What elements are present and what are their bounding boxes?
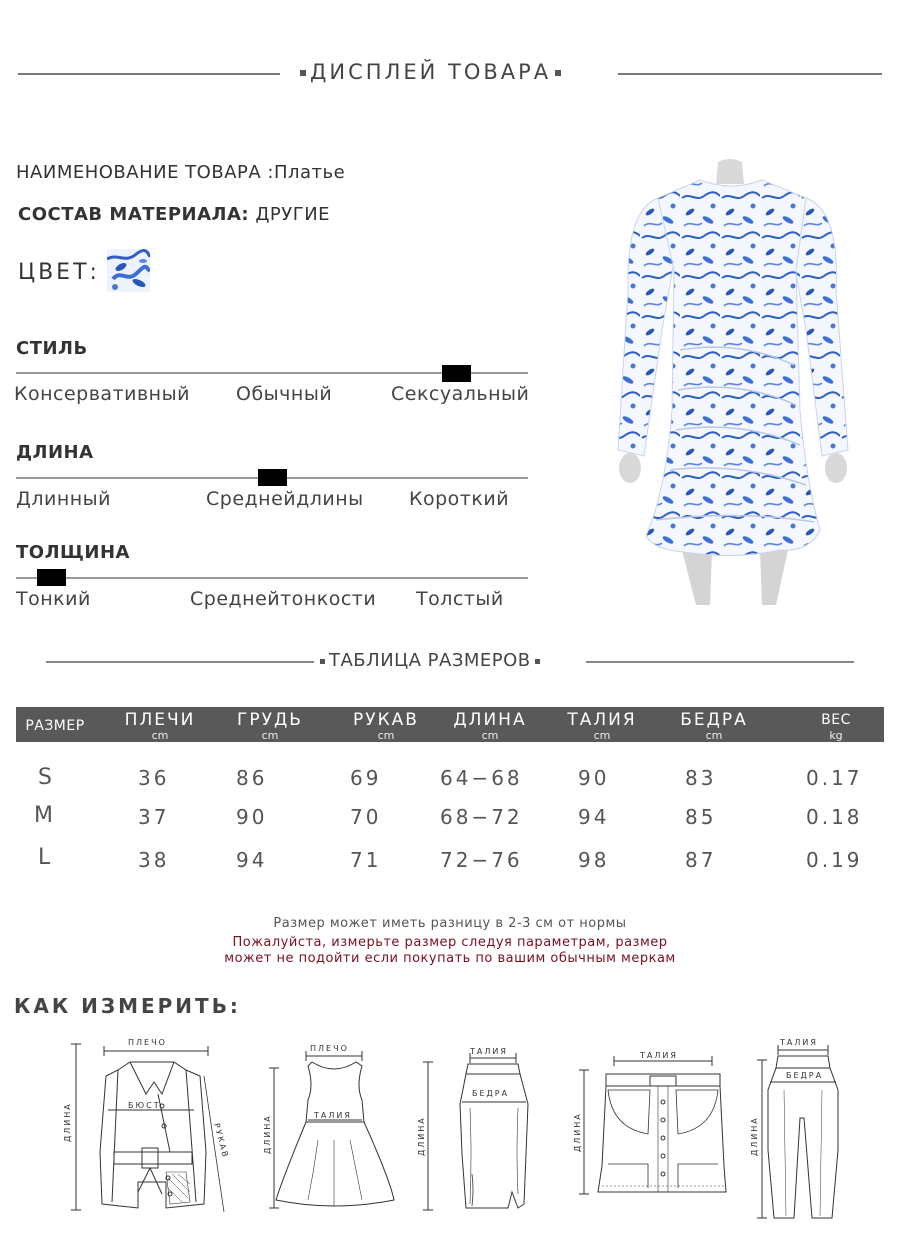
col-size: РАЗМЕР	[25, 718, 85, 734]
row-l-size: L	[38, 845, 54, 870]
jacket-bust-label: БЮСТ	[128, 1101, 161, 1110]
row-l-waist: 98	[578, 848, 610, 872]
header-rule-right	[618, 73, 882, 75]
row-s-hips: 83	[685, 766, 717, 790]
row-l-length: 72−76	[440, 848, 523, 872]
scale-thickness-label-3: Толстый	[416, 588, 504, 610]
product-material: СОСТАВ МАТЕРИАЛА: ДРУГИЕ	[18, 204, 331, 225]
sizechart-rule-right	[586, 661, 854, 663]
col-waist: ТАЛИЯ cm	[567, 710, 637, 742]
row-m-size: M	[34, 803, 56, 828]
row-s-shoulders: 36	[138, 766, 170, 790]
col-hips: БЕДРА cm	[680, 710, 748, 742]
row-m-hips: 85	[685, 805, 717, 829]
sizechart-title: ТАБЛИЦА РАЗМЕРОВ	[316, 650, 544, 671]
jacket-sleeve-label: РУКАВ	[212, 1122, 231, 1160]
row-m-sleeve: 70	[350, 805, 382, 829]
row-m-chest: 90	[236, 805, 268, 829]
row-l-hips: 87	[685, 848, 717, 872]
pants-waist-label: ТАЛИЯ	[780, 1038, 818, 1047]
row-s-sleeve: 69	[350, 766, 382, 790]
row-s-size: S	[38, 765, 55, 790]
dress-waist-label: ТАЛИЯ	[314, 1111, 352, 1120]
scale-thickness-marker	[37, 569, 66, 586]
scale-style-label-2: Обычный	[236, 383, 333, 405]
col-chest: ГРУДЬ cm	[237, 710, 303, 742]
jacket-length-label: ДЛИНА	[63, 1102, 72, 1142]
shorts-length-label: ДЛИНА	[573, 1112, 582, 1152]
product-photo	[600, 150, 880, 610]
scale-length-title: ДЛИНА	[16, 442, 94, 463]
shorts-waist-label: ТАЛИЯ	[640, 1051, 678, 1060]
scale-style-title: СТИЛЬ	[16, 338, 88, 359]
scale-style-marker	[442, 365, 471, 382]
row-m-weight: 0.18	[806, 805, 863, 829]
dress-diagram	[258, 1040, 404, 1220]
measure-warning-2: может не подойти если покупать по вашим обычным меркам	[224, 951, 676, 966]
how-to-measure-title: КАК ИЗМЕРИТЬ:	[14, 994, 241, 1018]
scale-length-label-1: Длинный	[16, 488, 112, 510]
dress-length-label: ДЛИНА	[263, 1114, 272, 1154]
scale-length-label-3: Короткий	[409, 488, 510, 510]
header-rule-left	[18, 73, 280, 75]
jacket-shoulder-label: ПЛЕЧО	[128, 1038, 167, 1047]
row-l-sleeve: 71	[350, 848, 382, 872]
row-m-shoulders: 37	[138, 805, 170, 829]
dress-shoulder-label: ПЛЕЧО	[310, 1044, 349, 1053]
row-s-weight: 0.17	[806, 766, 863, 790]
product-name: НАИМЕНОВАНИЕ ТОВАРА :Платье	[16, 162, 346, 183]
col-weight: ВЕС kg	[821, 712, 851, 742]
row-s-length: 64−68	[440, 766, 523, 790]
row-m-waist: 94	[578, 805, 610, 829]
skirt-length-label: ДЛИНА	[417, 1116, 426, 1156]
dress-image	[600, 150, 880, 610]
scale-style-label-3: Сексуальный	[391, 383, 530, 405]
measure-warning-1: Пожалуйста, измерьте размер следуя параметрам, размер	[232, 935, 668, 950]
pants-length-label: ДЛИНА	[750, 1116, 759, 1156]
skirt-diagram	[412, 1044, 542, 1224]
skirt-waist-label: ТАЛИЯ	[470, 1047, 508, 1056]
pants-diagram	[748, 1030, 868, 1224]
col-shoulders: ПЛЕЧИ cm	[124, 710, 196, 742]
scale-style-label-1: Консервативный	[14, 383, 190, 405]
jacket-diagram	[58, 1032, 248, 1222]
scale-length-label-2: Среднейдлины	[206, 488, 364, 510]
row-l-weight: 0.19	[806, 848, 863, 872]
row-s-chest: 86	[236, 766, 268, 790]
skirt-hips-label: БЕДРА	[472, 1089, 510, 1098]
scale-thickness-title: ТОЛЩИНА	[16, 542, 130, 563]
row-m-length: 68−72	[440, 805, 523, 829]
swatch-pattern-icon	[107, 249, 150, 292]
scale-length-marker	[258, 469, 287, 486]
size-table-header	[16, 707, 884, 742]
color-swatch[interactable]	[107, 249, 150, 292]
size-note: Размер может иметь разницу в 2-3 см от нормы	[273, 916, 627, 931]
col-length: ДЛИНА cm	[453, 710, 527, 742]
sizechart-rule-left	[46, 661, 314, 663]
shorts-diagram	[568, 1046, 748, 1206]
scale-thickness-label-2: Среднейтонкости	[190, 588, 377, 610]
scale-thickness-line	[16, 577, 528, 579]
page-title: ДИСПЛЕЙ ТОВАРА	[296, 60, 565, 84]
scale-thickness-label-1: Тонкий	[16, 588, 91, 610]
product-color: ЦВЕТ:	[18, 260, 100, 285]
row-s-waist: 90	[578, 766, 610, 790]
row-l-chest: 94	[236, 848, 268, 872]
pants-hips-label: БЕДРА	[786, 1071, 824, 1080]
row-l-shoulders: 38	[138, 848, 170, 872]
col-sleeve: РУКАВ cm	[353, 710, 419, 742]
